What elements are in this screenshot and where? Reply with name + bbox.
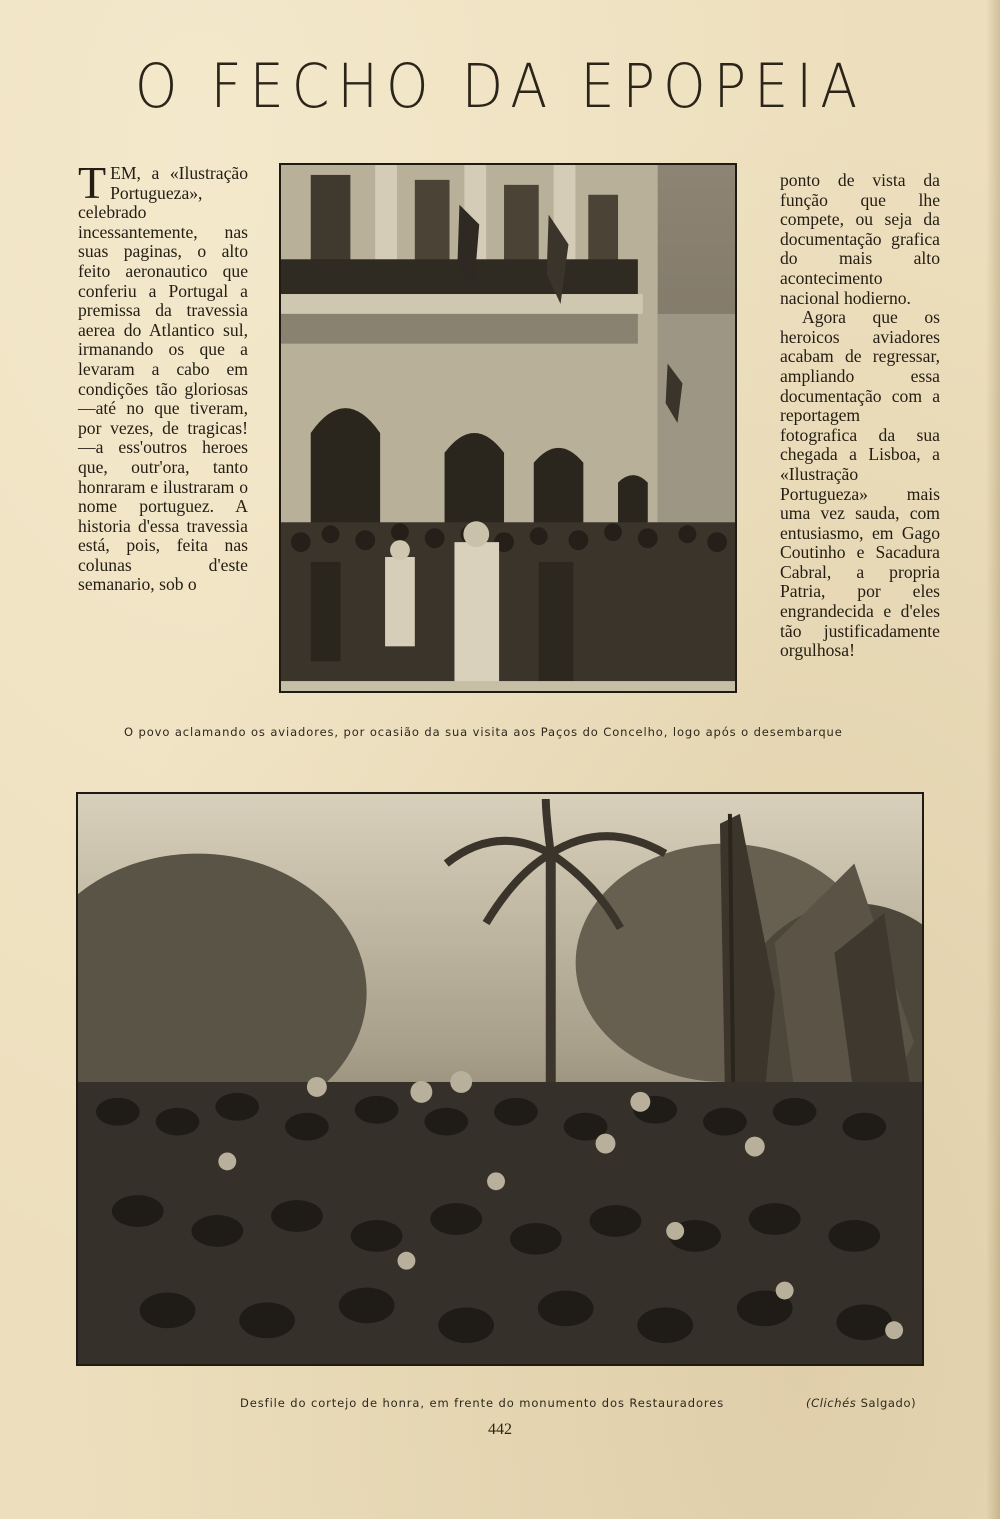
top-photo-caption: O povo aclamando os aviadores, por ocasião da sua visita aos Paços do Concelho, logo após o desembarque xyxy=(124,725,843,739)
photo-credit-italic: (Clichés xyxy=(806,1396,857,1410)
article-title: O FECHO DA EPOPEIA xyxy=(134,51,866,122)
page-edge-shadow xyxy=(986,0,1000,1519)
photo-parade-crowd xyxy=(76,792,924,1366)
right-paragraph-2: Agora que os heroicos aviadores acabam de regressar, ampliando essa documentação com a reportagem fotografica da sua chegada a Lisboa, a «Ilustração Portugueza» mais uma vez sauda, com entusiasmo, em Gago Coutinho e Sacadura Cabral, a propria Patria, por eles engrandecida e d'eles tão justificadamente orgulhosa! xyxy=(780,307,940,661)
photo-credit-name: Salgado) xyxy=(860,1396,917,1410)
left-paragraph xyxy=(78,157,248,595)
bottom-photo-caption: Desfile do cortejo de honra, em frente do monumento dos Restauradores xyxy=(240,1396,725,1410)
left-paragraph-text: EM, a «Ilustração Portugueza», celebrado incessantemente, nas suas paginas, o alto feito aeronautico que conferiu a Portugal a premissa da travessia aerea do Atlantico sul, irmanando os que a levaram a cabo em condições tão gloriosas—até no que tiveram, por vezes, de tragicas!—a ess'outros heroes que, outr'ora, tanto honraram e ilustraram o nome portuguez. A historia d'essa travessia está, pois, feita nas colunas d'este semanario, sob o xyxy=(78,163,248,595)
photo-credit xyxy=(806,1396,916,1410)
photo-town-hall-crowd xyxy=(279,163,737,693)
right-paragraph-1: ponto de vista da função que lhe compete, ou seja da documentação grafica do mais alto acontecimento nacional hodierno. xyxy=(780,170,940,308)
page-number: 442 xyxy=(488,1421,512,1438)
left-text-column xyxy=(78,157,248,595)
drop-cap: T xyxy=(78,157,107,208)
right-text-column xyxy=(780,171,940,661)
